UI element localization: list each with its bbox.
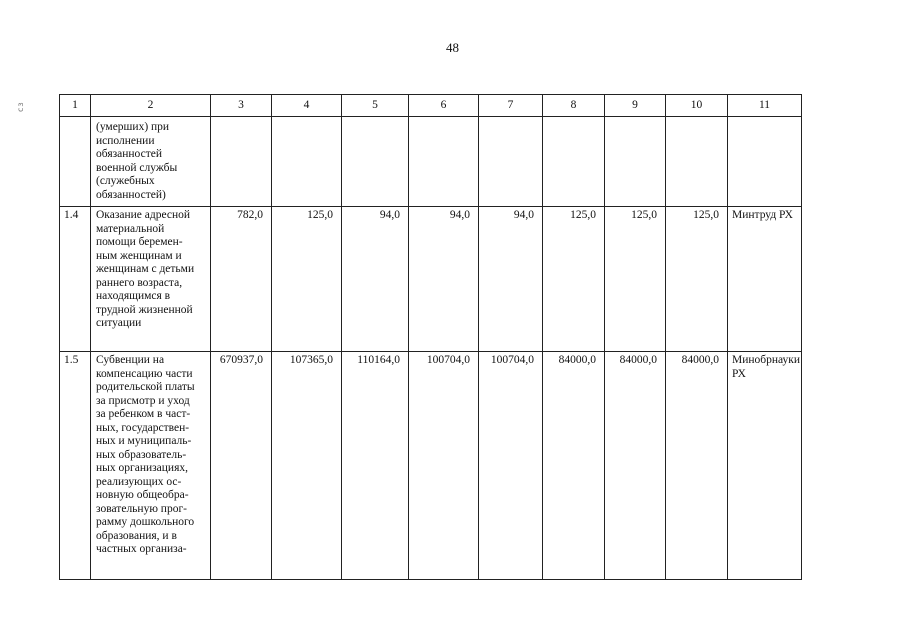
value-cell [211, 117, 272, 207]
budget-table [59, 94, 802, 580]
table-row [60, 207, 802, 352]
description-line: за присмотр и уход [96, 394, 190, 407]
value-cell [479, 117, 543, 207]
responsible-cell [728, 207, 802, 352]
row-description [91, 117, 211, 207]
column-header: 10 [666, 95, 728, 117]
description-line: помощи беремен- [96, 236, 183, 248]
value-cell: 84000,0 [605, 352, 666, 580]
value-cell: 125,0 [666, 207, 728, 352]
row-index: 1.5 [60, 352, 91, 580]
description-line: исполнении [96, 134, 155, 147]
margin-mark: сз [16, 101, 25, 112]
description-line: образования, и в [96, 529, 177, 542]
table-row [60, 117, 802, 207]
column-number-row [60, 95, 802, 117]
value-cell [409, 117, 479, 207]
responsible-line: Минобрнауки [732, 354, 801, 366]
description-line: реализующих ос- [96, 475, 182, 488]
responsible-cell [728, 117, 802, 207]
description-line: ных организациях, [96, 462, 189, 474]
value-cell [605, 117, 666, 207]
value-cell: 125,0 [272, 207, 342, 352]
description-line: ных и муниципаль- [96, 435, 192, 447]
description-line: родительской платы [96, 381, 195, 393]
value-cell [272, 117, 342, 207]
description-line: трудной жизненной [96, 303, 193, 316]
row-description [91, 352, 211, 580]
value-cell: 125,0 [543, 207, 605, 352]
column-header: 11 [728, 95, 802, 117]
description-line: ных образователь- [96, 448, 187, 461]
value-cell [666, 117, 728, 207]
value-cell [543, 117, 605, 207]
value-cell: 782,0 [211, 207, 272, 352]
value-cell: 94,0 [409, 207, 479, 352]
description-line: обязанностей) [96, 188, 166, 201]
column-header: 1 [60, 95, 91, 117]
table-row [60, 352, 802, 580]
description-line: раннего возраста, [96, 276, 183, 289]
column-header: 3 [211, 95, 272, 117]
description-line: ситуации [96, 317, 142, 329]
description-line: новную общеобра- [96, 489, 189, 501]
description-line: ным женщинам и [96, 249, 182, 262]
description-line: материальной [96, 222, 165, 235]
column-header: 7 [479, 95, 543, 117]
responsible-line: РХ [732, 367, 746, 380]
value-cell: 84000,0 [666, 352, 728, 580]
description-line: Субвенции на [96, 354, 165, 366]
value-cell: 100704,0 [409, 352, 479, 580]
description-line: женщинам с детьми [96, 263, 195, 275]
value-cell: 110164,0 [342, 352, 409, 580]
description-line: ных, государствен- [96, 421, 190, 434]
value-cell: 84000,0 [543, 352, 605, 580]
description-line: зовательную прог- [96, 502, 187, 515]
row-index [60, 117, 91, 207]
description-line: обязанностей [96, 148, 162, 160]
description-line: Оказание адресной [96, 209, 191, 221]
description-line: частных организа- [96, 543, 187, 555]
value-cell: 94,0 [342, 207, 409, 352]
description-line: находящимся в [96, 290, 171, 302]
responsible-line: Минтруд РХ [732, 209, 793, 221]
description-line: компенсацию части [96, 367, 193, 380]
row-description [91, 207, 211, 352]
column-header: 8 [543, 95, 605, 117]
column-header: 5 [342, 95, 409, 117]
description-line: (умерших) при [96, 121, 170, 133]
row-index: 1.4 [60, 207, 91, 352]
value-cell: 125,0 [605, 207, 666, 352]
value-cell: 94,0 [479, 207, 543, 352]
column-header: 2 [91, 95, 211, 117]
column-header: 6 [409, 95, 479, 117]
responsible-cell [728, 352, 802, 580]
description-line: военной службы [96, 161, 178, 174]
page-number: 48 [446, 40, 459, 55]
description-line: за ребенком в част- [96, 408, 191, 420]
value-cell [342, 117, 409, 207]
value-cell: 107365,0 [272, 352, 342, 580]
column-header: 4 [272, 95, 342, 117]
description-line: рамму дошкольного [96, 516, 195, 528]
value-cell: 670937,0 [211, 352, 272, 580]
description-line: (служебных [96, 175, 155, 187]
value-cell: 100704,0 [479, 352, 543, 580]
column-header: 9 [605, 95, 666, 117]
